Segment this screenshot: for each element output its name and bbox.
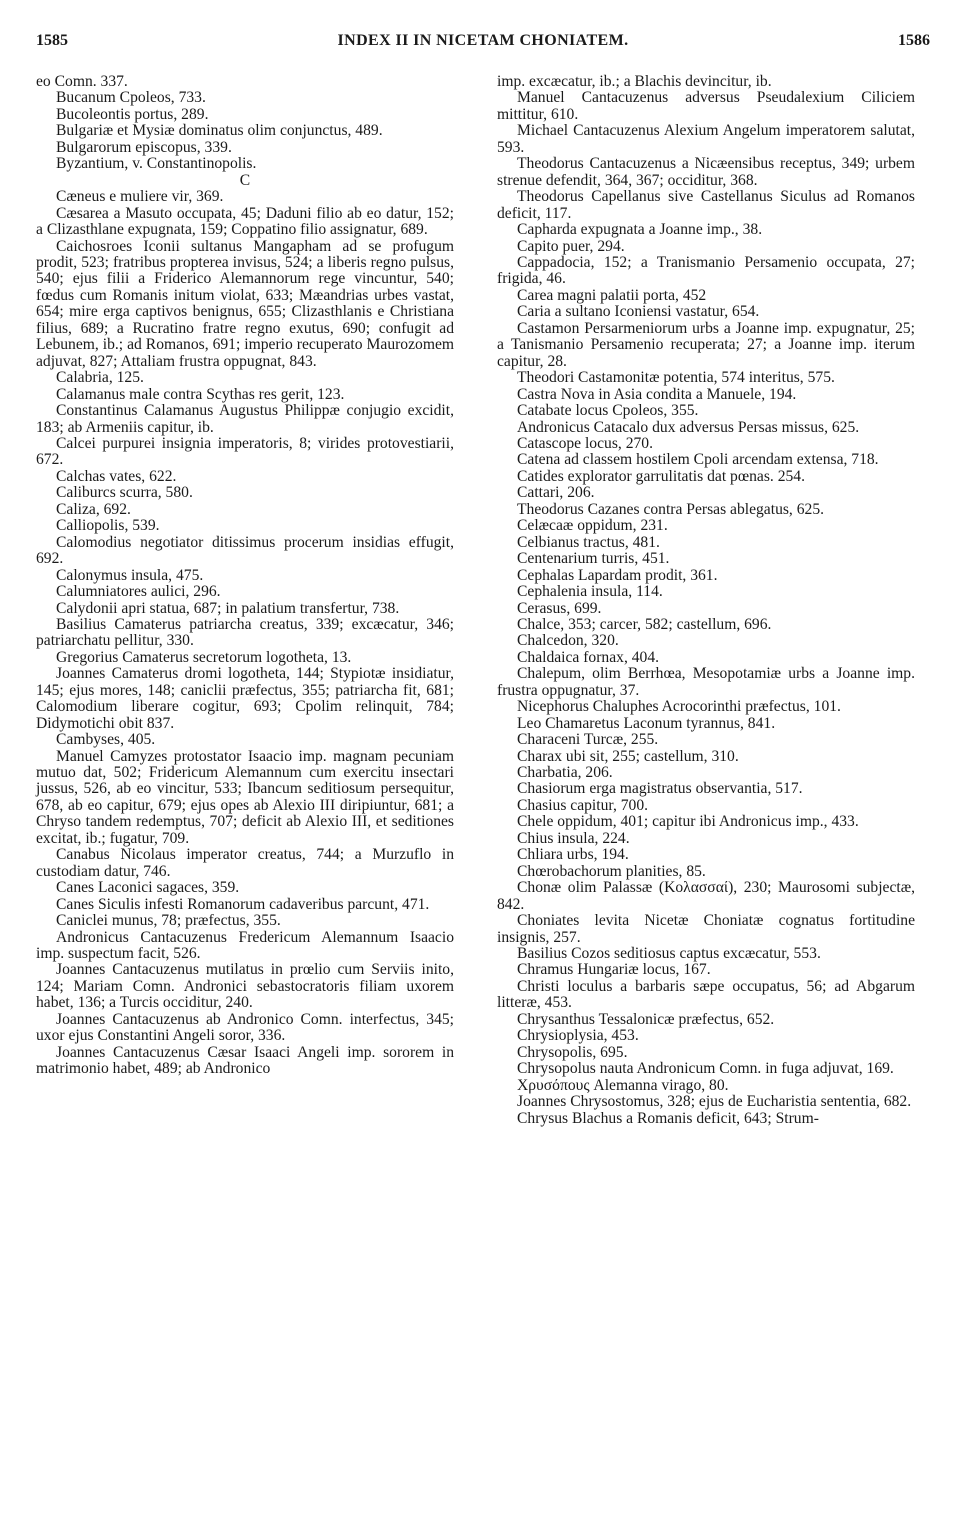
index-entry: Cephalas Lapardam prodit, 361. (517, 566, 718, 584)
index-entry: Theodorus Capellanus sive Castellanus Siculus ad Romanos deficit, 117. (497, 188, 915, 222)
index-entry: Cappadocia, 152; a Tranismanio Persamenio occupata, 27; frigida, 46. (497, 253, 915, 288)
index-entry: Byzantium, v. Constantinopolis. (56, 155, 257, 173)
index-entry: Basilius Camaterus patriarcha creatus, 339; excæcatur, 346; patriarchatu pellitur, 330. (36, 615, 454, 650)
index-entry: eo Comn. 337. (36, 73, 128, 90)
index-entry: imp. excæcatur, ib.; a Blachis devincitur, ib. (497, 73, 772, 90)
index-entry: Canes Laconici sagaces, 359. (56, 879, 240, 897)
index-entry: Calabria, 125. (56, 369, 144, 387)
page-number-right: 1586 (898, 32, 930, 49)
index-entry: Joannes Cantacuzenus mutilatus in prœlio cum Serviis inito, 124; Mariam Comn. Andronici sebastocratoris filiam uxorem habet, 136; a Turcis occiditur, 240. (36, 961, 454, 1012)
index-entry: Chrysopolus nauta Andronicum Comn. in fuga adjuvat, 169. (517, 1060, 894, 1078)
left-column (36, 74, 454, 1078)
index-entry: Basilius Cozos seditiosus captus excæcatur, 553. (517, 945, 821, 963)
index-entry: Theodorus Cazanes contra Persas ablegatus, 625. (517, 500, 825, 518)
index-entry: Chrysioplysia, 453. (517, 1027, 639, 1045)
index-entry: Nicephorus Chaluphes Acrocorinthi præfectus, 101. (517, 698, 841, 716)
index-entry: Castamon Persarmeniorum urbs a Joanne imp. expugnatur, 25; a Tanismanio Persamenio recuperata; 27; a Joanne imp. iterum capitur, 28. (497, 319, 915, 370)
index-entry: Catabate locus Cpoleos, 355. (517, 402, 699, 420)
index-entry: Bucoleontis portus, 289. (56, 105, 209, 123)
section-letter: C (239, 171, 251, 189)
index-entry: Bulgarorum episcopus, 339. (56, 138, 232, 156)
index-entry: Calumniatores aulici, 296. (56, 583, 221, 601)
index-entry: Joannes Cantacuzenus ab Andronico Comn. interfectus, 345; uxor ejus Constantini Angeli soror, 336. (36, 1010, 454, 1045)
index-entry: Manuel Cantacuzenus adversus Pseudalexium Ciliciem mittitur, 610. (497, 89, 915, 123)
index-entry: Celæcaæ oppidum, 231. (517, 517, 668, 535)
index-entry: Centenarium turris, 451. (517, 550, 670, 568)
index-entry: Χρυσόπους Alemanna virago, 80. (517, 1076, 729, 1094)
index-entry: Andronicus Cantacuzenus Fredericum Alemannum Isaacio imp. suspectum facit, 526. (36, 928, 454, 963)
index-entry: Charax ubi sit, 255; castellum, 310. (517, 747, 739, 765)
index-entry: Calonymus insula, 475. (56, 566, 204, 584)
index-entry: Christi loculus a barbaris sæpe occupatus, 56; ad Abgarum litteræ, 453. (497, 977, 915, 1012)
index-entry: Cerasus, 699. (517, 599, 602, 617)
right-column (497, 74, 915, 1127)
index-entry: Choniates levita Nicetæ Choniatæ cognatus fortitudine insignis, 257. (497, 912, 915, 946)
index-entry: Andronicus Catacalo dux adversus Persas missus, 625. (517, 418, 860, 436)
index-entry: Cæneus e muliere vir, 369. (56, 188, 224, 206)
index-entry: Chalepum, olim Berrhœa, Mesopotamiæ urbs a Joanne imp. frustra oppugnatur, 37. (497, 665, 915, 699)
index-entry: Caria a sultano Iconiensi vastatur, 654. (517, 303, 760, 321)
index-entry: Catides explorator garrulitatis dat pœnas. 254. (517, 467, 805, 485)
index-entry: Cæsarea a Masuto occupata, 45; Daduni filio ab eo datur, 152; a Clizasthlane expugnata, 159; Coppatino filio assignatur, 689. (36, 204, 454, 239)
index-entry: Michael Cantacuzenus Alexium Angelum imperatorem salutat, 593. (497, 122, 915, 156)
index-entry: Cambyses, 405. (56, 731, 156, 749)
index-entry: Chrysopolis, 695. (517, 1043, 628, 1061)
index-entry: Chrysanthus Tessalonicæ præfectus, 652. (517, 1010, 775, 1028)
index-entry: Carea magni palatii porta, 452 (517, 286, 707, 304)
index-entry: Catena ad classem hostilem Cpoli arcendam extensa, 718. (517, 451, 879, 469)
index-entry: Capito puer, 294. (517, 237, 625, 255)
index-entry: Calamanus male contra Scythas res gerit, 123. (56, 385, 345, 403)
index-entry: Chalce, 353; carcer, 582; castellum, 696. (517, 615, 772, 633)
index-entry: Manuel Camyzes protostator Isaacio imp. magnam pecuniam mutuo dat, 502; Fridericum Alemannum cum exercitu insectari jussus, 526, ab eo vincitur, 533; Ibancum seditiosum persequitur, 678, ab eo capitur, 679; ejus opes ab Alexio III diripiuntur, 681; a Chryso tandem redemptus, 707; deficit ab Alexio III, et seditiones excitat, ib.; fugatur, 709. (36, 747, 454, 847)
index-entry: Bulgariæ et Mysiæ dominatus olim conjunctus, 489. (56, 122, 383, 140)
index-entry: Canabus Nicolaus imperator creatus, 744; a Murzuflo in custodiam datur, 746. (36, 846, 454, 880)
index-entry: Joannes Chrysostomus, 328; ejus de Eucharistia sententia, 682. (517, 1093, 912, 1111)
index-entry: Caliza, 692. (56, 500, 131, 518)
index-entry: Chrysus Blachus a Romanis deficit, 643; Strum- (517, 1109, 819, 1127)
page-header (36, 32, 930, 56)
running-title: INDEX II IN NICETAM CHONIATEM. (337, 32, 629, 49)
index-entry: Chalcedon, 320. (517, 632, 619, 650)
index-entry: Caichosroes Iconii sultanus Mangapham ad se profugum prodit, 523; fratribus propterea invisus, 524; a liberis regno pulsus, 540; ejus filii a Friderico Alemannorum rege vincuntur, 540; fœdus cum Romanis initum violat, 633; Mæandrias urbes vastat, 654; mire erga captivos benignus, 655; Clizasthlanis e Christiana filius, 689; a Rucratino fratre regno exutus, 690; confugit ad Lebunem, ib.; ad Romanos, 691; imperio recuperato Maurozomem adjuvat, 827; Attaliam frustra oppugnat, 843. (36, 237, 454, 370)
index-entry: Chramus Hungariæ locus, 167. (517, 961, 711, 979)
index-entry: Caliburcs scurra, 580. (56, 484, 193, 502)
index-entry: Chliara urbs, 194. (517, 846, 629, 864)
index-entry: Leo Chamaretus Laconum tyrannus, 841. (517, 714, 776, 732)
index-entry: Theodori Castamonitæ potentia, 574 interitus, 575. (517, 369, 835, 387)
index-entry: Calchas vates, 622. (56, 467, 177, 485)
index-entry: Chius insula, 224. (517, 829, 630, 847)
index-entry: Caniclei munus, 78; præfectus, 355. (56, 912, 281, 930)
index-entry: Cephalenia insula, 114. (517, 583, 663, 601)
index-entry: Chonæ olim Palassæ (Κολασσαί), 230; Maurosomi subjectæ, 842. (497, 879, 915, 913)
index-entry: Chasiorum erga magistratus observantia, 517. (517, 780, 803, 798)
index-entry: Chaldaica fornax, 404. (517, 648, 660, 666)
index-entry: Cattari, 206. (517, 484, 595, 502)
index-entry: Calydonii apri statua, 687; in palatium transfertur, 738. (56, 599, 400, 617)
index-entry: Calomodius negotiator ditissimus procerum insidias effugit, 692. (36, 533, 454, 568)
index-entry: Calcei purpurei insignia imperatoris, 8; virides protovestiarii, 672. (36, 434, 454, 469)
index-entry: Castra Nova in Asia condita a Manuele, 194. (517, 385, 797, 403)
index-entry: Joannes Camaterus dromi logotheta, 144; Stypiotæ insidiatur, 145; ejus mores, 148; caniclii præfectus, 355; patriarcha fit, 681; Calomodium liberare cogitur, 693; Cpolim relinquit, 784; Didymotichi obit 837. (36, 665, 454, 732)
index-entry: Constantinus Calamanus Augustus Philippæ conjugio excidit, 183; ab Armeniis capitur, ib. (36, 402, 454, 436)
index-entry: Gregorius Camaterus secretorum logotheta, 13. (56, 648, 352, 666)
index-entry: Catascope locus, 270. (517, 434, 653, 452)
index-entry: Chasius capitur, 700. (517, 796, 649, 814)
index-entry: Calliopolis, 539. (56, 517, 160, 535)
index-entry: Bucanum Cpoleos, 733. (56, 89, 206, 107)
page-number-left: 1585 (36, 32, 68, 49)
index-entry: Characeni Turcæ, 255. (517, 731, 659, 749)
index-entry: Canes Siculis infesti Romanorum cadaveribus parcunt, 471. (56, 895, 430, 913)
index-entry: Celbianus tractus, 481. (517, 533, 660, 551)
index-entry: Chœrobachorum planities, 85. (517, 862, 706, 880)
index-entry: Capharda expugnata a Joanne imp., 38. (517, 221, 763, 239)
index-entry: Chele oppidum, 401; capitur ibi Andronicus imp., 433. (517, 813, 859, 831)
index-entry: Joannes Cantacuzenus Cæsar Isaaci Angeli imp. sororem in matrimonio habet, 489; ab Andronico (36, 1043, 454, 1078)
index-entry: Theodorus Cantacuzenus a Nicæensibus receptus, 349; urbem strenue defendit, 364, 367; occiditur, 368. (497, 155, 915, 189)
index-entry: Charbatia, 206. (517, 764, 613, 782)
